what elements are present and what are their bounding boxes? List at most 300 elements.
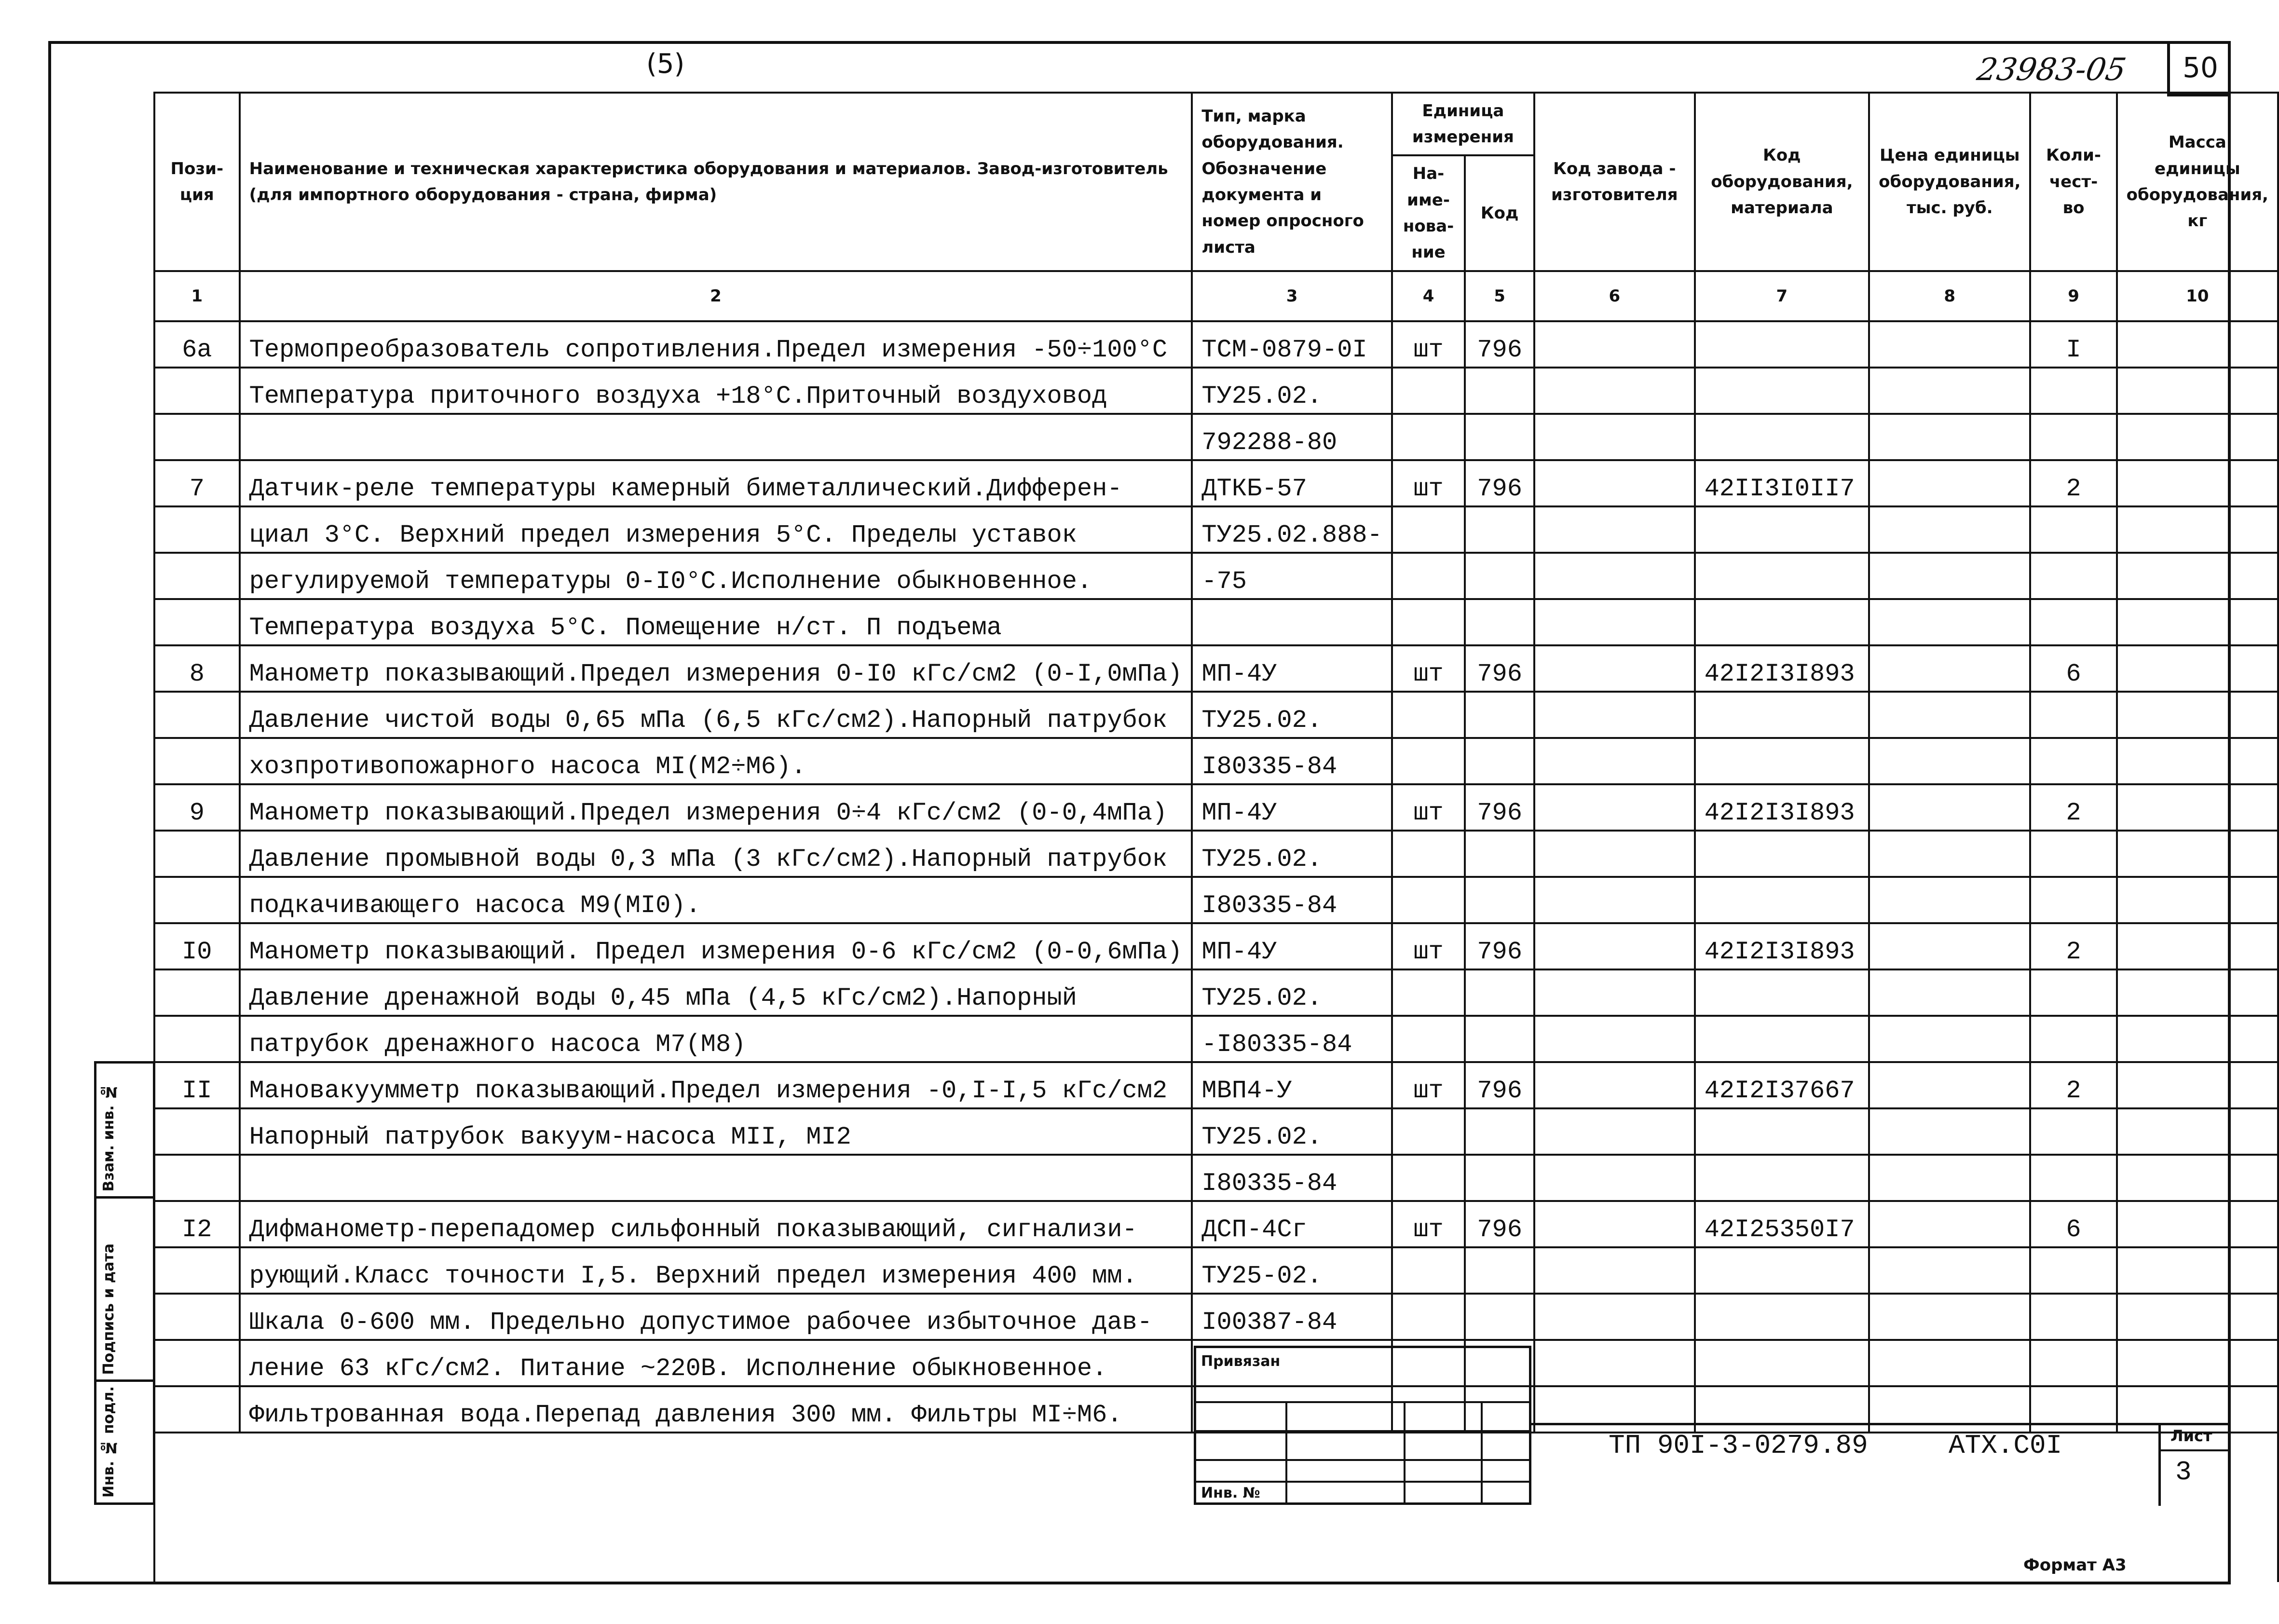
table-row bbox=[154, 1247, 2278, 1294]
table-cell bbox=[2117, 831, 2278, 877]
table-cell: ТУ25.02.888- bbox=[1192, 506, 1392, 553]
table-cell: ТУ25.02. bbox=[1192, 969, 1392, 1016]
table-cell bbox=[1695, 1386, 1870, 1433]
table-cell: шт bbox=[1392, 645, 1465, 692]
table-cell bbox=[1534, 599, 1695, 645]
table-cell: 42I2I3I893 bbox=[1695, 923, 1870, 969]
table-cell bbox=[1869, 831, 2030, 877]
table-cell bbox=[154, 1016, 240, 1062]
column-number: 5 bbox=[1465, 271, 1534, 321]
table-cell: ДТКБ-57 bbox=[1192, 460, 1392, 506]
table-cell bbox=[2117, 738, 2278, 784]
table-cell: Напорный патрубок вакуум-насоса МII, МI2 bbox=[240, 1108, 1192, 1155]
table-cell bbox=[1192, 599, 1392, 645]
table-cell bbox=[2117, 460, 2278, 506]
table-cell bbox=[2117, 969, 2278, 1016]
table-cell bbox=[1465, 553, 1534, 599]
table-cell bbox=[2117, 645, 2278, 692]
side-cell-replace bbox=[96, 1064, 153, 1199]
table-cell bbox=[2117, 923, 2278, 969]
table-row bbox=[154, 1155, 2278, 1201]
table-cell: Манометр показывающий.Предел измерения 0÷4 кГс/см2 (0-0,4мПа) bbox=[240, 784, 1192, 831]
table-cell: 42I2I3I893 bbox=[1695, 645, 1870, 692]
table-cell: Температура приточного воздуха +18°С.Приточный воздуховод bbox=[240, 368, 1192, 414]
side-label-replace: Взам. инв. № bbox=[100, 1083, 117, 1191]
table-cell: хозпротивопожарного насоса МI(М2÷М6). bbox=[240, 738, 1192, 784]
table-cell: Манометр показывающий. Предел измерения 0-6 кГс/см2 (0-0,6мПа) bbox=[240, 923, 1192, 969]
header-price: Цена единицы оборудования, тыс. руб. bbox=[1869, 93, 2030, 271]
table-cell: 2 bbox=[2030, 1062, 2116, 1108]
table-cell bbox=[1869, 1016, 2030, 1062]
table-cell bbox=[1695, 553, 1870, 599]
table-cell bbox=[1534, 831, 1695, 877]
table-cell bbox=[1695, 321, 1870, 368]
table-row bbox=[154, 692, 2278, 738]
column-number: 6 bbox=[1534, 271, 1695, 321]
table-cell bbox=[154, 1340, 240, 1386]
table-cell bbox=[1695, 1016, 1870, 1062]
table-cell bbox=[2030, 1016, 2116, 1062]
page-marker: (5) bbox=[646, 48, 685, 80]
table-cell bbox=[1534, 969, 1695, 1016]
table-cell bbox=[1465, 506, 1534, 553]
table-cell bbox=[2030, 1340, 2116, 1386]
table-cell: 792288-80 bbox=[1192, 414, 1392, 460]
table-cell: I00387-84 bbox=[1192, 1294, 1392, 1340]
table-cell: Термопреобразователь сопротивления.Предел измерения -50÷100°С bbox=[240, 321, 1192, 368]
table-cell: Фильтрованная вода.Перепад давления 300 мм. Фильтры МI÷М6. bbox=[240, 1386, 1192, 1433]
header-position: Пози- ция bbox=[154, 93, 240, 271]
table-cell bbox=[1695, 692, 1870, 738]
table-cell bbox=[1695, 877, 1870, 923]
table-cell bbox=[154, 831, 240, 877]
side-label-inventory: Инв. № подл. bbox=[100, 1386, 117, 1498]
table-cell bbox=[2030, 877, 2116, 923]
table-row bbox=[154, 831, 2278, 877]
table-cell bbox=[1534, 923, 1695, 969]
table-cell: подкачивающего насоса М9(МI0). bbox=[240, 877, 1192, 923]
table-cell: МП-4У bbox=[1192, 645, 1392, 692]
table-cell: ТУ25.02. bbox=[1192, 368, 1392, 414]
table-cell bbox=[2030, 1294, 2116, 1340]
blank-cell bbox=[240, 1433, 1192, 1582]
table-cell: 2 bbox=[2030, 460, 2116, 506]
table-row bbox=[154, 645, 2278, 692]
table-cell bbox=[1534, 1247, 1695, 1294]
table-cell bbox=[2030, 969, 2116, 1016]
table-cell: МП-4У bbox=[1192, 784, 1392, 831]
table-cell: 796 bbox=[1465, 460, 1534, 506]
table-cell bbox=[1869, 321, 2030, 368]
table-cell bbox=[1869, 506, 2030, 553]
table-cell bbox=[1534, 877, 1695, 923]
table-cell bbox=[1465, 1155, 1534, 1201]
table-cell bbox=[1869, 1201, 2030, 1247]
stamp-line bbox=[1196, 1459, 1529, 1461]
table-cell bbox=[2117, 1201, 2278, 1247]
table-cell bbox=[2117, 1016, 2278, 1062]
table-cell bbox=[1695, 414, 1870, 460]
column-number: 9 bbox=[2030, 271, 2116, 321]
table-row bbox=[154, 506, 2278, 553]
table-row bbox=[154, 599, 2278, 645]
inv-no-label: Инв. № bbox=[1201, 1485, 1260, 1501]
table-cell: -75 bbox=[1192, 553, 1392, 599]
table-cell: I0 bbox=[154, 923, 240, 969]
table-cell bbox=[1392, 599, 1465, 645]
table-cell: 6 bbox=[2030, 1201, 2116, 1247]
header-quantity: Коли- чест- во bbox=[2030, 93, 2116, 271]
table-cell: I2 bbox=[154, 1201, 240, 1247]
table-cell bbox=[2030, 738, 2116, 784]
table-cell bbox=[1869, 1108, 2030, 1155]
table-cell bbox=[2030, 1108, 2116, 1155]
table-cell bbox=[1695, 969, 1870, 1016]
table-cell: ТСМ-0879-0I bbox=[1192, 321, 1392, 368]
table-cell bbox=[1869, 1155, 2030, 1201]
table-cell: ТУ25.02. bbox=[1192, 692, 1392, 738]
sheet-box bbox=[2158, 1423, 2231, 1506]
table-cell bbox=[1869, 599, 2030, 645]
table-cell: ТУ25.02. bbox=[1192, 1108, 1392, 1155]
header-mass: Масса единицы оборудования, кг bbox=[2117, 93, 2278, 271]
side-cell-inventory bbox=[96, 1382, 153, 1502]
table-cell bbox=[2030, 1155, 2116, 1201]
table-cell bbox=[1534, 645, 1695, 692]
table-cell bbox=[1695, 1247, 1870, 1294]
table-row bbox=[154, 1062, 2278, 1108]
table-cell bbox=[154, 1108, 240, 1155]
sheet-label: Лист bbox=[2170, 1427, 2212, 1445]
table-cell bbox=[1465, 1016, 1534, 1062]
table-cell: I80335-84 bbox=[1192, 1155, 1392, 1201]
table-cell bbox=[1534, 1155, 1695, 1201]
table-row bbox=[154, 923, 2278, 969]
document-code: ТП 90I-3-0279.89 bbox=[1609, 1430, 1868, 1461]
table-cell bbox=[1392, 692, 1465, 738]
table-row bbox=[154, 321, 2278, 368]
table-cell bbox=[1534, 368, 1695, 414]
table-cell bbox=[2117, 692, 2278, 738]
blank-cell bbox=[154, 1433, 240, 1582]
table-cell: 7 bbox=[154, 460, 240, 506]
table-cell bbox=[2117, 414, 2278, 460]
table-cell: 796 bbox=[1465, 645, 1534, 692]
table-cell: 2 bbox=[2030, 784, 2116, 831]
table-cell bbox=[1869, 738, 2030, 784]
table-cell: Температура воздуха 5°С. Помещение н/ст. П подъема bbox=[240, 599, 1192, 645]
table-cell: шт bbox=[1392, 923, 1465, 969]
table-cell bbox=[2030, 506, 2116, 553]
table-row bbox=[154, 1201, 2278, 1247]
table-cell: 8 bbox=[154, 645, 240, 692]
table-cell bbox=[1392, 553, 1465, 599]
stamp-divider bbox=[1285, 1401, 1287, 1505]
column-number: 2 bbox=[240, 271, 1192, 321]
table-cell bbox=[1465, 1294, 1534, 1340]
table-cell bbox=[1869, 1386, 2030, 1433]
table-row bbox=[154, 784, 2278, 831]
table-cell bbox=[1534, 1386, 1695, 1433]
table-cell bbox=[1534, 553, 1695, 599]
table-cell bbox=[2030, 414, 2116, 460]
table-cell bbox=[1869, 692, 2030, 738]
table-cell: циал 3°С. Верхний предел измерения 5°С. Пределы уставок bbox=[240, 506, 1192, 553]
table-cell bbox=[1534, 1294, 1695, 1340]
table-cell bbox=[2117, 1062, 2278, 1108]
header-unit-name: На- име- нова- ние bbox=[1392, 155, 1465, 271]
table-cell bbox=[1465, 599, 1534, 645]
stamp-number: 23983-05 bbox=[1974, 52, 2129, 88]
table-cell bbox=[1869, 414, 2030, 460]
table-cell: Шкала 0-600 мм. Предельно допустимое рабочее избыточное дав- bbox=[240, 1294, 1192, 1340]
table-cell: шт bbox=[1392, 1201, 1465, 1247]
side-stamp bbox=[94, 1061, 155, 1505]
table-cell bbox=[2117, 1155, 2278, 1201]
table-cell bbox=[1695, 368, 1870, 414]
table-cell: Давление чистой воды 0,65 мПа (6,5 кГс/см2).Напорный патрубок bbox=[240, 692, 1192, 738]
table-row bbox=[154, 414, 2278, 460]
table-cell: шт bbox=[1392, 460, 1465, 506]
table-cell: Давление дренажной воды 0,45 мПа (4,5 кГс/см2).Напорный bbox=[240, 969, 1192, 1016]
table-cell bbox=[1534, 506, 1695, 553]
table-cell bbox=[1695, 599, 1870, 645]
document-mark: АТХ.С0I bbox=[1949, 1430, 2062, 1461]
stamp-line bbox=[1196, 1481, 1529, 1483]
table-cell bbox=[1869, 1247, 2030, 1294]
table-cell bbox=[2030, 553, 2116, 599]
column-number: 3 bbox=[1192, 271, 1392, 321]
table-cell bbox=[2117, 1247, 2278, 1294]
table-cell bbox=[1869, 1062, 2030, 1108]
format-label: Формат А3 bbox=[2023, 1556, 2127, 1575]
table-cell bbox=[2117, 784, 2278, 831]
table-cell: Давление промывной воды 0,3 мПа (3 кГс/см2).Напорный патрубок bbox=[240, 831, 1192, 877]
column-number: 7 bbox=[1695, 271, 1870, 321]
table-cell bbox=[1695, 1340, 1870, 1386]
table-cell bbox=[154, 738, 240, 784]
side-cell-signature bbox=[96, 1199, 153, 1382]
binding-stamp bbox=[1194, 1346, 1531, 1505]
table-row bbox=[154, 738, 2278, 784]
table-cell bbox=[2030, 831, 2116, 877]
table-cell bbox=[1465, 1108, 1534, 1155]
table-cell bbox=[1534, 460, 1695, 506]
table-cell bbox=[2030, 1247, 2116, 1294]
table-cell bbox=[154, 692, 240, 738]
table-cell bbox=[1392, 506, 1465, 553]
table-cell: 9 bbox=[154, 784, 240, 831]
table-cell bbox=[1869, 1340, 2030, 1386]
privyazan-label: Привязан bbox=[1201, 1353, 1281, 1370]
table-row bbox=[154, 1294, 2278, 1340]
table-cell bbox=[1465, 969, 1534, 1016]
table-cell: шт bbox=[1392, 1062, 1465, 1108]
table-cell bbox=[2117, 368, 2278, 414]
table-cell: ТУ25-02. bbox=[1192, 1247, 1392, 1294]
table-cell bbox=[1869, 368, 2030, 414]
table-cell: 796 bbox=[1465, 1062, 1534, 1108]
table-cell bbox=[154, 506, 240, 553]
table-cell: ление 63 кГс/см2. Питание ~220В. Исполнение обыкновенное. bbox=[240, 1340, 1192, 1386]
table-cell: 796 bbox=[1465, 784, 1534, 831]
table-cell bbox=[154, 599, 240, 645]
table-cell bbox=[1869, 1294, 2030, 1340]
table-row bbox=[154, 877, 2278, 923]
table-cell bbox=[2117, 1340, 2278, 1386]
table-cell bbox=[154, 1247, 240, 1294]
table-cell bbox=[1869, 923, 2030, 969]
table-cell: 796 bbox=[1465, 923, 1534, 969]
table-cell: шт bbox=[1392, 784, 1465, 831]
table-cell bbox=[154, 969, 240, 1016]
table-cell bbox=[154, 368, 240, 414]
table-cell bbox=[2030, 1386, 2116, 1433]
table-cell bbox=[154, 1294, 240, 1340]
table-cell bbox=[1695, 506, 1870, 553]
column-number: 1 bbox=[154, 271, 240, 321]
table-cell bbox=[1534, 738, 1695, 784]
table-cell bbox=[2030, 599, 2116, 645]
table-cell bbox=[1465, 692, 1534, 738]
table-row bbox=[154, 1108, 2278, 1155]
table-cell: Манометр показывающий.Предел измерения 0-I0 кГс/см2 (0-I,0мПа) bbox=[240, 645, 1192, 692]
table-cell: 796 bbox=[1465, 1201, 1534, 1247]
table-cell: рующий.Класс точности I,5. Верхний предел измерения 400 мм. bbox=[240, 1247, 1192, 1294]
table-cell bbox=[2117, 1108, 2278, 1155]
table-cell bbox=[1465, 368, 1534, 414]
column-number: 10 bbox=[2117, 271, 2278, 321]
stamp-divider bbox=[1404, 1401, 1406, 1505]
table-cell bbox=[2117, 877, 2278, 923]
table-cell bbox=[1465, 414, 1534, 460]
table-cell: патрубок дренажного насоса М7(М8) bbox=[240, 1016, 1192, 1062]
sheet-value: 3 bbox=[2175, 1457, 2192, 1488]
header-type: Тип, марка оборудования. Обозначение документа и номер опросного листа bbox=[1192, 93, 1392, 271]
table-cell bbox=[1534, 1062, 1695, 1108]
table-cell: 42II3I0II7 bbox=[1695, 460, 1870, 506]
table-cell: I80335-84 bbox=[1192, 738, 1392, 784]
table-cell: I bbox=[2030, 321, 2116, 368]
title-block-line bbox=[1531, 1423, 2231, 1425]
table-cell bbox=[2117, 599, 2278, 645]
stamp-divider bbox=[1481, 1401, 1483, 1505]
table-cell: 42I25350I7 bbox=[1695, 1201, 1870, 1247]
table-cell bbox=[1869, 553, 2030, 599]
header-equipment-code: Код оборудования, материала bbox=[1695, 93, 1870, 271]
column-number-row bbox=[154, 271, 2278, 321]
table-cell: регулируемой температуры 0-I0°С.Исполнение обыкновенное. bbox=[240, 553, 1192, 599]
table-cell bbox=[1392, 969, 1465, 1016]
sheet-box-line bbox=[2161, 1449, 2231, 1451]
table-cell: II bbox=[154, 1062, 240, 1108]
table-cell: 6а bbox=[154, 321, 240, 368]
table-cell bbox=[1534, 784, 1695, 831]
stamp-line bbox=[1196, 1401, 1529, 1403]
table-cell bbox=[1392, 368, 1465, 414]
table-cell bbox=[154, 414, 240, 460]
table-cell bbox=[1534, 321, 1695, 368]
table-cell: шт bbox=[1392, 321, 1465, 368]
table-cell: 6 bbox=[2030, 645, 2116, 692]
table-row bbox=[154, 969, 2278, 1016]
table-cell bbox=[1534, 1340, 1695, 1386]
table-cell bbox=[1465, 738, 1534, 784]
table-cell bbox=[1869, 877, 2030, 923]
table-cell bbox=[1392, 1247, 1465, 1294]
table-cell bbox=[1392, 738, 1465, 784]
table-cell: 2 bbox=[2030, 923, 2116, 969]
table-cell bbox=[1695, 1108, 1870, 1155]
table-cell bbox=[2117, 506, 2278, 553]
header-name: Наименование и техническая характеристика оборудования и материалов. Завод-изготовитель (для импортного оборудования - страна, фирма) bbox=[240, 93, 1192, 271]
sheet-number: 50 bbox=[2167, 41, 2231, 96]
table-cell bbox=[1869, 460, 2030, 506]
table-cell bbox=[154, 1155, 240, 1201]
table-cell bbox=[240, 1155, 1192, 1201]
table-cell bbox=[1392, 1108, 1465, 1155]
header-unit-code: Код bbox=[1465, 155, 1534, 271]
table-cell bbox=[1534, 692, 1695, 738]
table-cell: 42I2I3I893 bbox=[1695, 784, 1870, 831]
table-cell: Мановакуумметр показывающий.Предел измерения -0,I-I,5 кГс/см2 bbox=[240, 1062, 1192, 1108]
table-cell bbox=[1695, 831, 1870, 877]
table-cell: 42I2I37667 bbox=[1695, 1062, 1870, 1108]
table-cell bbox=[1534, 1108, 1695, 1155]
side-label-signature: Подпись и дата bbox=[100, 1243, 117, 1375]
table-row bbox=[154, 460, 2278, 506]
table-cell bbox=[1534, 1201, 1695, 1247]
table-cell bbox=[1392, 1155, 1465, 1201]
table-cell: МВП4-У bbox=[1192, 1062, 1392, 1108]
table-row bbox=[154, 368, 2278, 414]
table-cell bbox=[2117, 1294, 2278, 1340]
table-cell bbox=[1465, 831, 1534, 877]
table-cell: -I80335-84 bbox=[1192, 1016, 1392, 1062]
table-cell bbox=[1392, 1016, 1465, 1062]
table-cell bbox=[1392, 414, 1465, 460]
table-cell bbox=[1534, 414, 1695, 460]
table-cell: Датчик-реле температуры камерный биметаллический.Диффeрен- bbox=[240, 460, 1192, 506]
column-number: 4 bbox=[1392, 271, 1465, 321]
table-cell bbox=[1392, 877, 1465, 923]
header-manufacturer-code: Код завода - изготовителя bbox=[1534, 93, 1695, 271]
table-cell bbox=[1695, 738, 1870, 784]
header-unit: Единица измерения bbox=[1392, 93, 1534, 155]
table-cell: ТУ25.02. bbox=[1192, 831, 1392, 877]
table-cell bbox=[1392, 831, 1465, 877]
table-cell bbox=[1465, 1247, 1534, 1294]
table-cell: 796 bbox=[1465, 321, 1534, 368]
table-cell bbox=[154, 1386, 240, 1433]
table-cell: ДСП-4Сг bbox=[1192, 1201, 1392, 1247]
table-cell: Дифманометр-перепадомер сильфонный показывающий, сигнализи- bbox=[240, 1201, 1192, 1247]
table-cell bbox=[1534, 1016, 1695, 1062]
table-cell bbox=[2117, 553, 2278, 599]
table-cell bbox=[154, 877, 240, 923]
table-cell bbox=[1695, 1294, 1870, 1340]
table-cell bbox=[1392, 1294, 1465, 1340]
table-cell bbox=[1465, 877, 1534, 923]
table-cell bbox=[1869, 969, 2030, 1016]
stamp-line bbox=[1196, 1430, 1529, 1432]
table-cell bbox=[2030, 692, 2116, 738]
table-cell: МП-4У bbox=[1192, 923, 1392, 969]
table-cell bbox=[2117, 321, 2278, 368]
table-cell bbox=[2030, 368, 2116, 414]
table-cell bbox=[1869, 645, 2030, 692]
table-cell bbox=[154, 553, 240, 599]
